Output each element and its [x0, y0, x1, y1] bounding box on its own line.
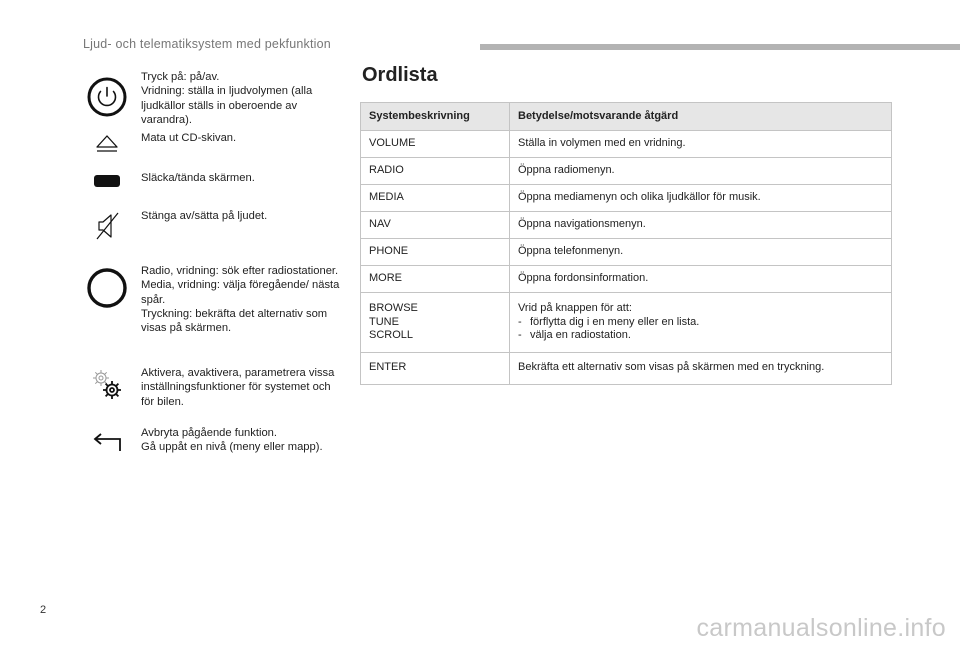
desc-cell: Öppna fordonsinformation. — [510, 266, 892, 293]
desc-cell: Ställa in volymen med en vridning. — [510, 131, 892, 158]
term-cell: MEDIA — [361, 185, 510, 212]
control-settings-text: Aktivera, avaktivera, parametrera vissa inställningsfunktioner för systemet och för bilen. — [141, 367, 335, 408]
bullet-dash: - — [518, 315, 522, 328]
bullet-text: välja en radiostation. — [530, 329, 631, 341]
eject-icon — [94, 134, 120, 154]
table-row — [361, 293, 892, 353]
header-title: Ljud- och telematiksystem med pekfunktion — [83, 37, 331, 51]
control-eject-text: Mata ut CD-skivan. — [141, 132, 237, 144]
page-number: 2 — [40, 604, 47, 616]
bullet-item — [518, 316, 883, 330]
desc-cell: Öppna mediamenyn och olika ljudkällor för musik. — [510, 185, 892, 212]
knob-icon — [87, 268, 127, 308]
table-row — [361, 158, 892, 185]
control-screen-text: Släcka/tända skärmen. — [141, 172, 255, 184]
desc-cell: Öppna radiomenyn. — [510, 158, 892, 185]
table-row — [361, 212, 892, 239]
table-row — [361, 131, 892, 158]
desc-cell: Bekräfta ett alternativ som visas på skärmen med en tryckning. — [510, 352, 892, 384]
back-arrow-icon — [90, 431, 124, 455]
header-system-description: Systembeskrivning — [361, 103, 510, 131]
bullet-dash: - — [518, 329, 522, 341]
table-row — [361, 266, 892, 293]
term-cell: BROWSE TUNE SCROLL — [361, 293, 510, 353]
term-cell: VOLUME — [361, 131, 510, 158]
glossary-title: Ordlista — [362, 64, 438, 86]
term-cell: RADIO — [361, 158, 510, 185]
bullet-text: förflytta dig i en meny eller en lista. — [530, 315, 700, 328]
settings-gear-icon — [90, 367, 124, 401]
term-cell: PHONE — [361, 239, 510, 266]
control-knob-text: Radio, vridning: sök efter radiostationer. Media, vridning: välja föregående/ nästa spår. Tryckning: bekräfta det alternativ som visas på skärmen. — [141, 265, 340, 335]
table-row — [361, 185, 892, 212]
table-row — [361, 239, 892, 266]
mute-icon — [94, 210, 120, 242]
table-row — [361, 352, 892, 384]
desc-cell: Öppna navigationsmenyn. — [510, 212, 892, 239]
power-knob-icon — [87, 77, 127, 117]
term-cell: MORE — [361, 266, 510, 293]
control-mute-text: Stänga av/sätta på ljudet. — [141, 210, 268, 222]
term-cell: ENTER — [361, 352, 510, 384]
desc-cell: Öppna telefonmenyn. — [510, 239, 892, 266]
glossary-table — [360, 102, 892, 385]
watermark: carmanualsonline.info — [696, 614, 946, 642]
control-power-text: Tryck på: på/av. Vridning: ställa in ljudvolymen (alla ljudkällor ställs in oberoende av varandra). — [141, 71, 313, 126]
header-meaning: Betydelse/motsvarande åtgärd — [510, 103, 892, 131]
screen-off-icon — [93, 174, 121, 188]
table-header-row — [361, 103, 892, 131]
control-back-text: Avbryta pågående funktion. Gå uppåt en nivå (meny eller mapp). — [141, 427, 323, 454]
bullet-item — [518, 329, 883, 343]
desc-cell — [510, 293, 892, 353]
desc-intro: Vrid på knappen för att: — [518, 302, 632, 314]
term-cell: NAV — [361, 212, 510, 239]
header-bar — [480, 44, 960, 50]
